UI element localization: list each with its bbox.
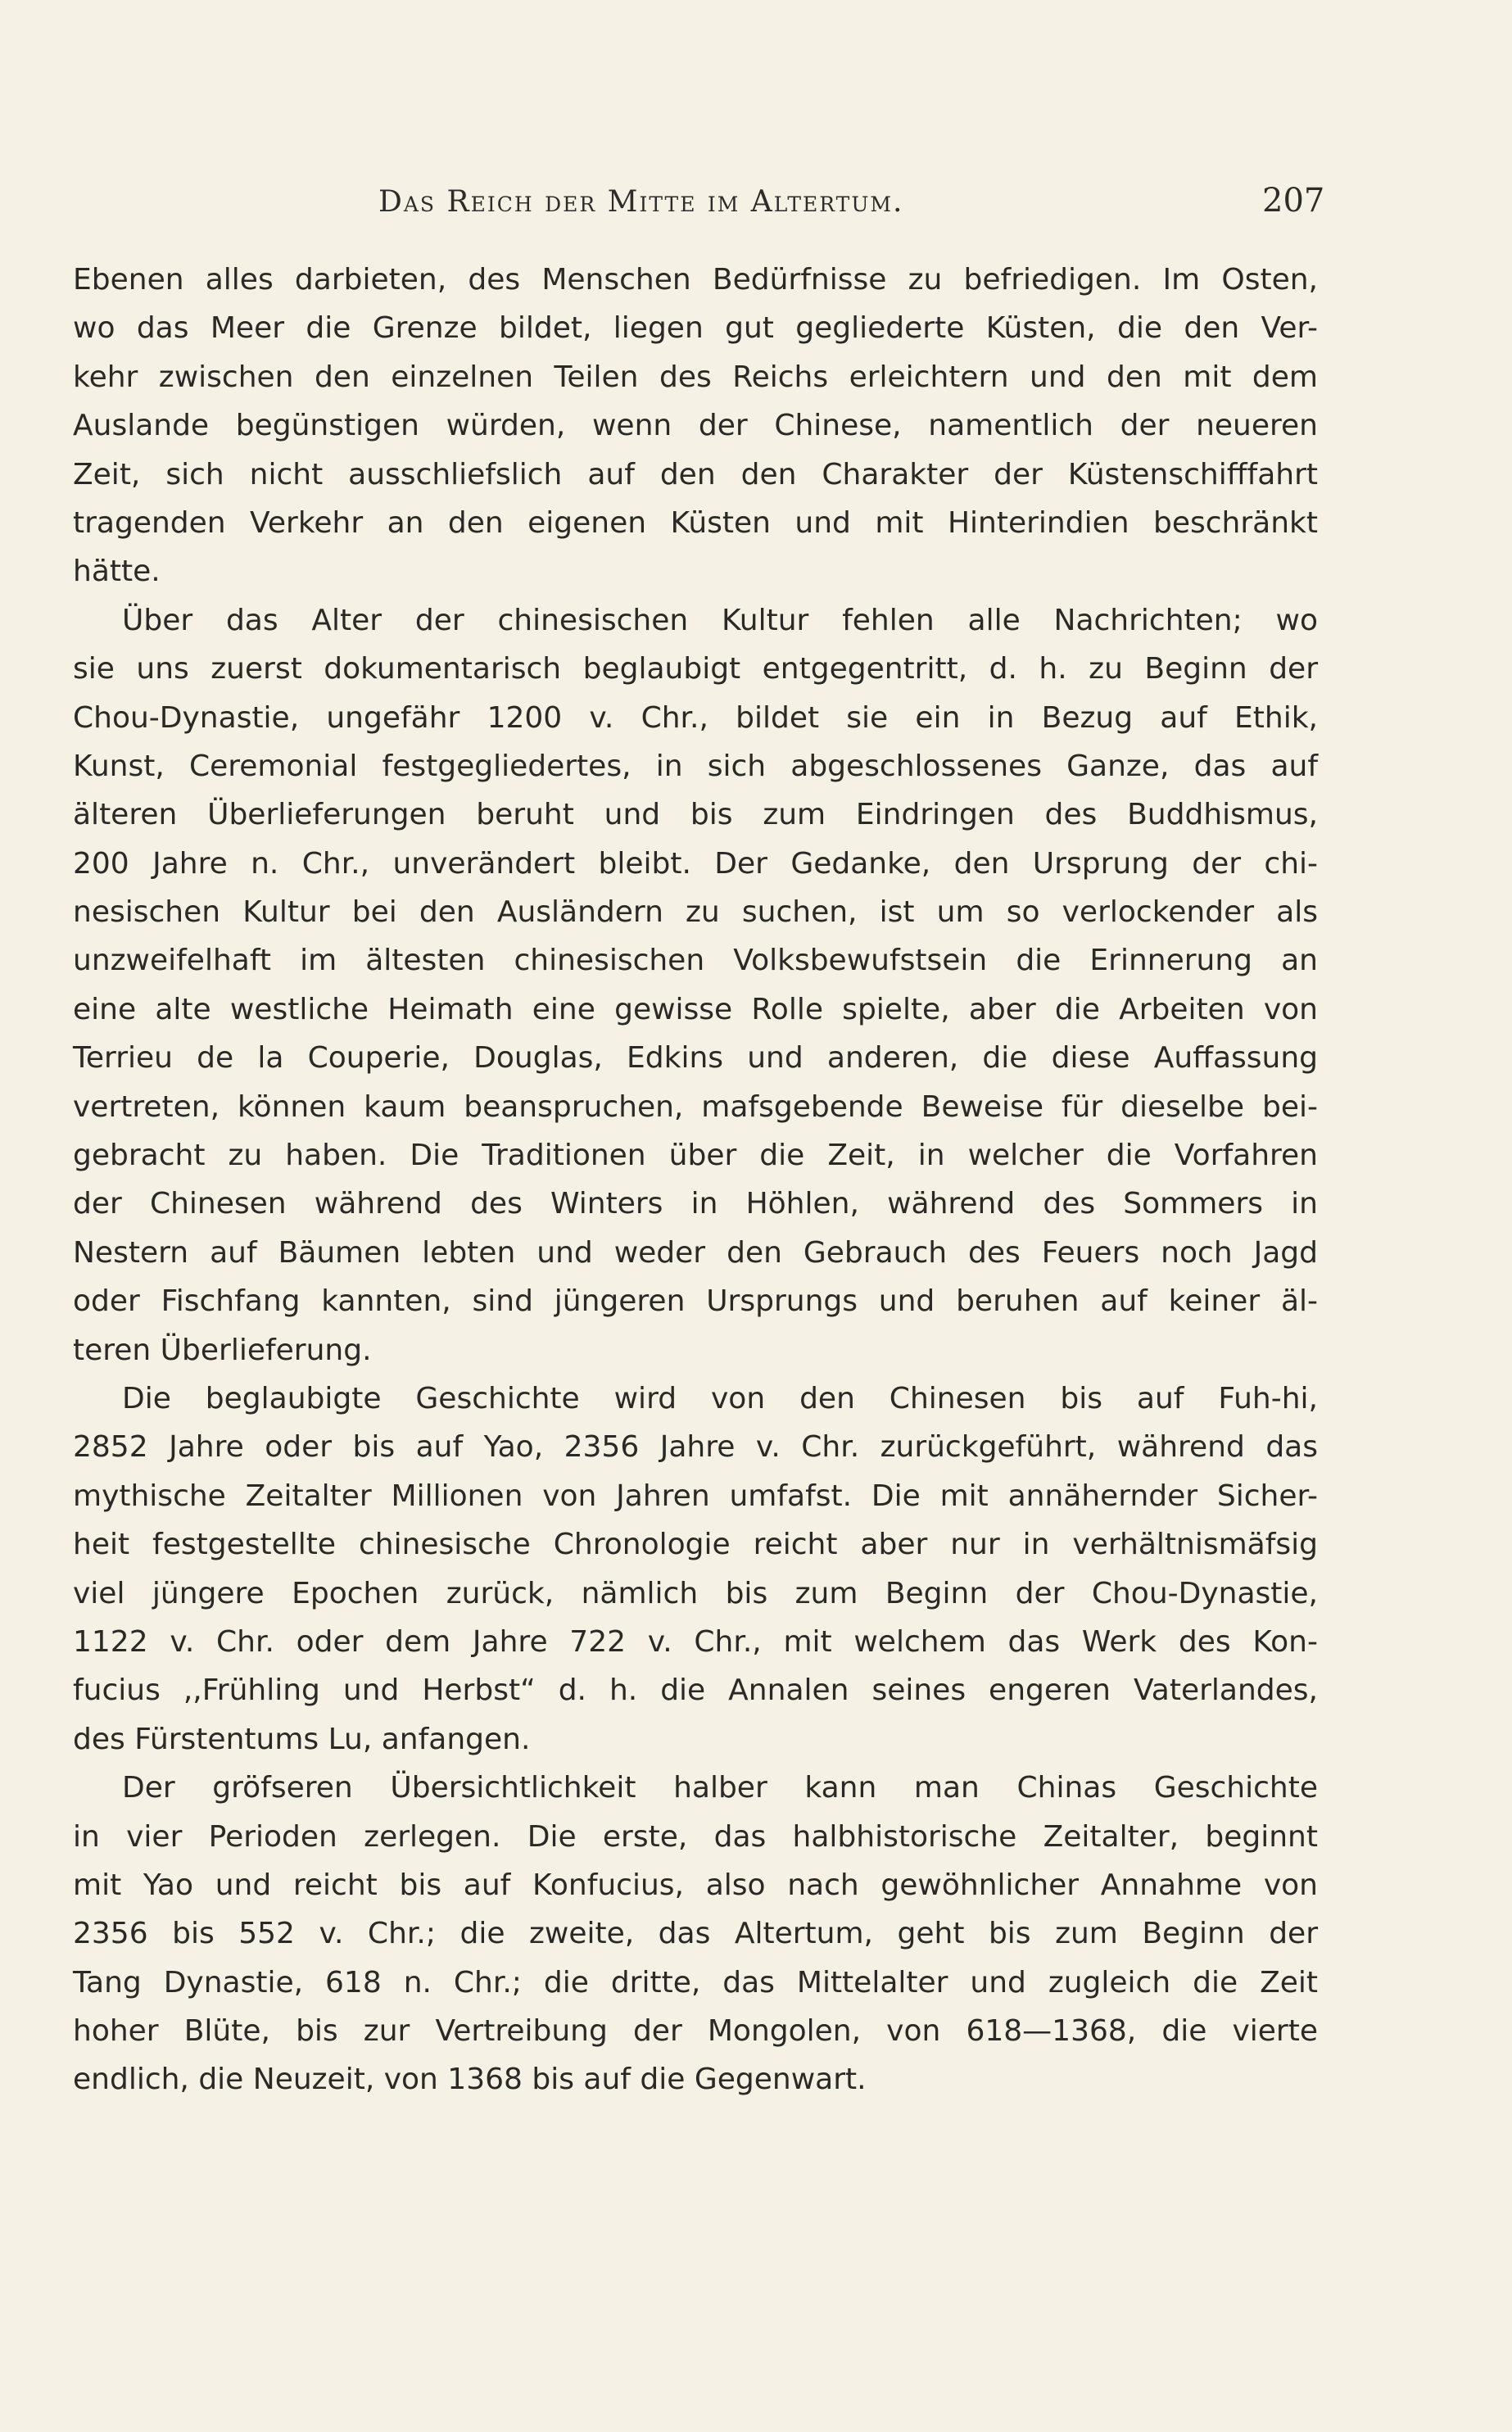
text-line: unzweifelhaft im ältesten chinesischen Volksbewufstsein die Erinnerung an bbox=[73, 944, 1318, 978]
text-line: Ebenen alles darbieten, des Menschen Bedürfnisse zu befriedigen. Im Osten, bbox=[73, 263, 1318, 297]
text-line: sie uns zuerst dokumentarisch beglaubigt entgegentritt, d. h. zu Beginn der bbox=[73, 652, 1318, 686]
text-line: Über das Alter der chinesischen Kultur fehlen alle Nachrichten; wo bbox=[122, 603, 1318, 637]
text-line: fucius ,,Frühling und Herbst“ d. h. die Annalen seines engeren Vaterlandes, bbox=[73, 1673, 1318, 1708]
text-line: tragenden Verkehr an den eigenen Küsten und mit Hinterindien beschränkt bbox=[73, 505, 1318, 540]
text-line: des Fürstentums Lu, anfangen. bbox=[73, 1722, 531, 1756]
paragraph bbox=[73, 596, 1318, 1375]
text-line: älteren Überlieferungen beruht und bis zum Eindringen des Buddhismus, bbox=[73, 798, 1318, 832]
text-line: teren Überlieferung. bbox=[73, 1333, 372, 1367]
text-line: Tang Dynastie, 618 n. Chr.; die dritte, das Mittelalter und zugleich die Zeit bbox=[73, 1965, 1318, 1999]
text-line: vertreten, können kaum beanspruchen, mafsgebende Beweise für dieselbe bei- bbox=[73, 1089, 1318, 1124]
text-line: viel jüngere Epochen zurück, nämlich bis zum Beginn der Chou-Dynastie, bbox=[73, 1576, 1318, 1610]
text-line: oder Fischfang kannten, sind jüngeren Ursprungs und beruhen auf keiner äl- bbox=[73, 1284, 1318, 1319]
paragraph bbox=[73, 1764, 1318, 2104]
text-line: kehr zwischen den einzelnen Teilen des Reichs erleichtern und den mit dem bbox=[73, 360, 1318, 394]
text-line: Zeit, sich nicht ausschliefslich auf den den Charakter der Küstenschifffahrt bbox=[73, 457, 1318, 491]
running-head: Das Reich der Mitte im Altertum. bbox=[378, 185, 904, 219]
text-line: hoher Blüte, bis zur Vertreibung der Mongolen, von 618—1368, die vierte bbox=[73, 2014, 1318, 2049]
text-line: 2852 Jahre oder bis auf Yao, 2356 Jahre v. Chr. zurückgeführt, während das bbox=[73, 1430, 1318, 1465]
text-line: Der gröfseren Übersichtlichkeit halber kann man Chinas Geschichte bbox=[122, 1771, 1318, 1805]
text-line: heit festgestellte chinesische Chronologie reicht aber nur in verhältnismäfsig bbox=[73, 1528, 1318, 1562]
page-number: 207 bbox=[1262, 182, 1325, 220]
text-line: mit Yao und reicht bis auf Konfucius, also nach gewöhnlicher Annahme von bbox=[73, 1868, 1318, 1902]
text-line: gebracht zu haben. Die Traditionen über die Zeit, in welcher die Vorfahren bbox=[73, 1139, 1318, 1173]
text-line: Nestern auf Bäumen lebten und weder den Gebrauch des Feuers noch Jagd bbox=[73, 1235, 1318, 1270]
text-line: wo das Meer die Grenze bildet, liegen gut gegliederte Küsten, die den Ver- bbox=[73, 311, 1318, 346]
text-line: Kunst, Ceremonial festgegliedertes, in sich abgeschlossenes Ganze, das auf bbox=[73, 749, 1318, 783]
paragraph bbox=[73, 1375, 1318, 1764]
text-line: hätte. bbox=[73, 555, 161, 589]
paragraph bbox=[73, 256, 1318, 596]
text-line: der Chinesen während des Winters in Höhlen, während des Sommers in bbox=[73, 1187, 1318, 1221]
body-text bbox=[73, 256, 1318, 2104]
text-line: 1122 v. Chr. oder dem Jahre 722 v. Chr., mit welchem das Werk des Kon- bbox=[73, 1624, 1318, 1659]
text-line: Chou-Dynastie, ungefähr 1200 v. Chr., bildet sie ein in Bezug auf Ethik, bbox=[73, 700, 1318, 735]
text-line: mythische Zeitalter Millionen von Jahren umfafst. Die mit annähernder Sicher- bbox=[73, 1479, 1318, 1513]
text-line: Die beglaubigte Geschichte wird von den Chinesen bis auf Fuh-hi, bbox=[122, 1381, 1318, 1415]
text-line: endlich, die Neuzeit, von 1368 bis auf die Gegenwart. bbox=[73, 2063, 867, 2097]
text-line: Terrieu de la Couperie, Douglas, Edkins und anderen, die diese Auffassung bbox=[73, 1041, 1318, 1076]
text-line: 200 Jahre n. Chr., unverändert bleibt. Der Gedanke, den Ursprung der chi- bbox=[73, 846, 1318, 881]
text-line: 2356 bis 552 v. Chr.; die zweite, das Altertum, geht bis zum Beginn der bbox=[73, 1917, 1318, 1951]
text-line: in vier Perioden zerlegen. Die erste, das halbhistorische Zeitalter, beginnt bbox=[73, 1819, 1318, 1854]
text-line: nesischen Kultur bei den Ausländern zu suchen, ist um so verlockender als bbox=[73, 895, 1318, 930]
text-line: Auslande begünstigen würden, wenn der Chinese, namentlich der neueren bbox=[73, 409, 1318, 443]
text-line: eine alte westliche Heimath eine gewisse Rolle spielte, aber die Arbeiten von bbox=[73, 992, 1318, 1026]
